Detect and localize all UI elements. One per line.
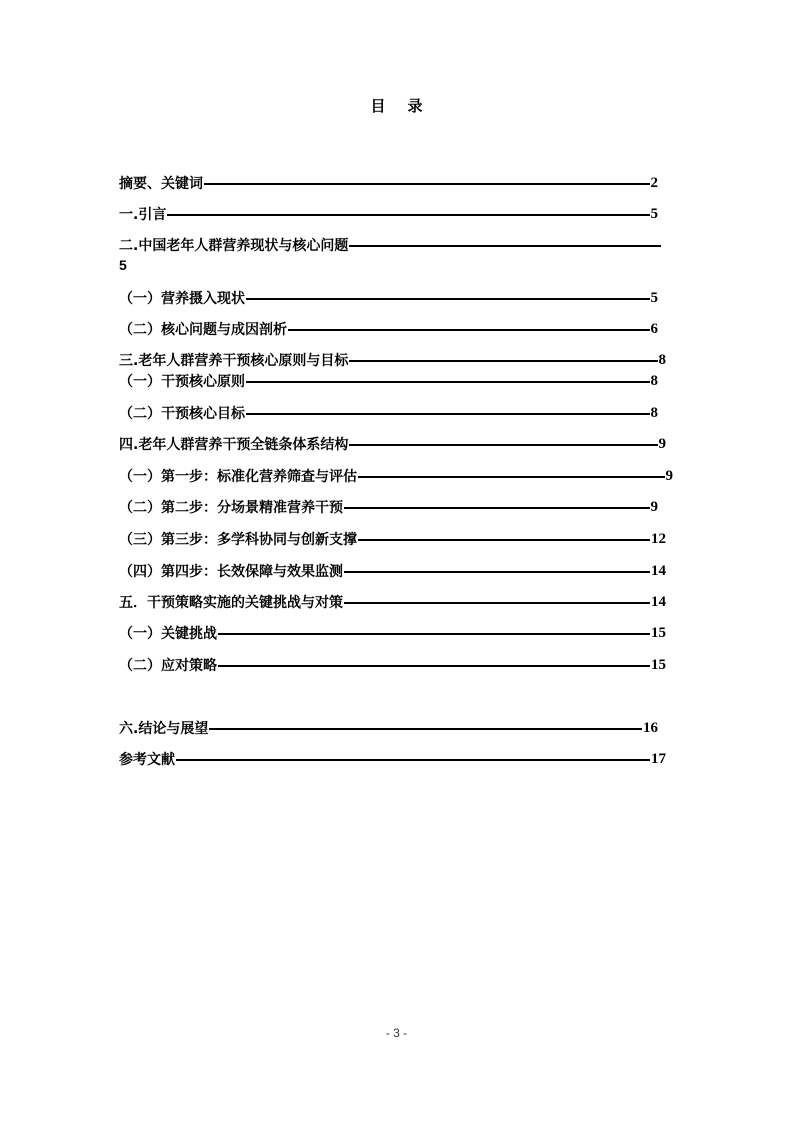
toc-entry-label: 二.中国老年人群营养现状与核心问题 (119, 238, 349, 254)
toc-entry-section-2[interactable] (119, 235, 662, 255)
toc-leader-line (358, 476, 665, 478)
toc-leader-line (344, 571, 650, 573)
toc-page-number: 9 (665, 467, 673, 484)
toc-entry-section-5[interactable] (119, 592, 666, 612)
toc-page-number: 9 (650, 498, 658, 515)
toc-page-number: 9 (658, 435, 666, 452)
toc-page-number: 14 (651, 562, 666, 579)
toc-page-number: 17 (651, 750, 666, 767)
toc-page-number-wrapped: 5 (119, 257, 127, 273)
toc-leader-line (358, 539, 650, 541)
toc-page-number: 2 (650, 174, 658, 191)
toc-entry-5-1[interactable] (119, 623, 666, 643)
toc-entry-section-6[interactable] (119, 718, 658, 738)
toc-page-number: 5 (650, 205, 658, 222)
toc-leader-line (204, 183, 650, 185)
toc-entry-introduction[interactable] (119, 204, 658, 224)
toc-leader-line (176, 759, 650, 761)
toc-entry-abstract[interactable] (119, 173, 658, 193)
toc-page-number: 12 (651, 530, 666, 547)
toc-entry-label: （二）干预核心目标 (119, 406, 245, 422)
toc-title-char-2: 录 (407, 97, 423, 115)
toc-leader-line (349, 245, 661, 247)
toc-page-number: 8 (650, 404, 658, 421)
toc-entry-section-4[interactable] (119, 434, 666, 454)
toc-leader-line (209, 728, 642, 730)
toc-entry-4-2[interactable] (119, 497, 658, 517)
toc-entry-3-1[interactable] (119, 371, 658, 391)
toc-entry-label: （一）关键挑战 (119, 626, 217, 642)
toc-page-number: 6 (650, 320, 658, 337)
toc-page-number: 8 (650, 372, 658, 389)
toc-leader-line (218, 665, 650, 667)
toc-entry-label: （三）第三步：多学科协同与创新支撑 (119, 532, 357, 548)
toc-leader-line (288, 329, 650, 331)
toc-title-char-1: 目 (370, 97, 386, 115)
toc-leader-line (344, 602, 650, 604)
toc-entry-2-2[interactable] (119, 319, 658, 339)
toc-entry-2-1[interactable] (119, 288, 658, 308)
toc-entry-label: 摘要、关键词 (119, 176, 203, 192)
toc-entry-4-1[interactable] (119, 466, 673, 486)
toc-entry-references[interactable] (119, 749, 666, 769)
toc-leader-line (246, 413, 650, 415)
toc-entry-label: 一.引言 (119, 207, 167, 223)
toc-entry-label: （二）第二步：分场景精准营养干预 (119, 500, 343, 516)
toc-entry-label: 六.结论与展望 (119, 721, 209, 737)
toc-entry-label: 三.老年人群营养干预核心原则与目标 (119, 353, 349, 369)
page-footer-number: - 3 - (385, 1026, 408, 1040)
toc-page-number: 14 (651, 593, 666, 610)
toc-entry-3-2[interactable] (119, 403, 658, 423)
toc-entry-label: （一）营养摄入现状 (119, 291, 245, 307)
toc-leader-line (344, 507, 650, 509)
toc-leader-line (246, 298, 650, 300)
toc-entry-4-4[interactable] (119, 561, 666, 581)
toc-entry-label: 四.老年人群营养干预全链条体系结构 (119, 437, 349, 453)
toc-entry-label: （一）干预核心原则 (119, 374, 245, 390)
toc-entry-label: 参考文献 (119, 752, 175, 768)
toc-entry-5-2[interactable] (119, 655, 666, 675)
toc-leader-line (218, 633, 650, 635)
toc-title (0, 95, 793, 116)
toc-entry-4-3[interactable] (119, 529, 666, 549)
toc-entry-label: （四）第四步：长效保障与效果监测 (119, 564, 343, 580)
toc-page-number: 8 (658, 351, 666, 368)
toc-page-number: 16 (643, 719, 658, 736)
toc-entry-label: （二）应对策略 (119, 658, 217, 674)
toc-page-number: 5 (650, 289, 658, 306)
toc-entry-section-3[interactable] (119, 350, 666, 370)
toc-leader-line (246, 381, 650, 383)
toc-entry-label: （二）核心问题与成因剖析 (119, 322, 287, 338)
toc-leader-line (349, 360, 657, 362)
toc-entry-label: 五．干预策略实施的关键挑战与对策 (119, 595, 343, 611)
toc-leader-line (349, 444, 657, 446)
toc-page-number: 15 (651, 624, 666, 641)
toc-page-number: 15 (651, 656, 666, 673)
toc-entry-label: （一）第一步：标准化营养筛查与评估 (119, 469, 357, 485)
toc-leader-line (167, 214, 649, 216)
